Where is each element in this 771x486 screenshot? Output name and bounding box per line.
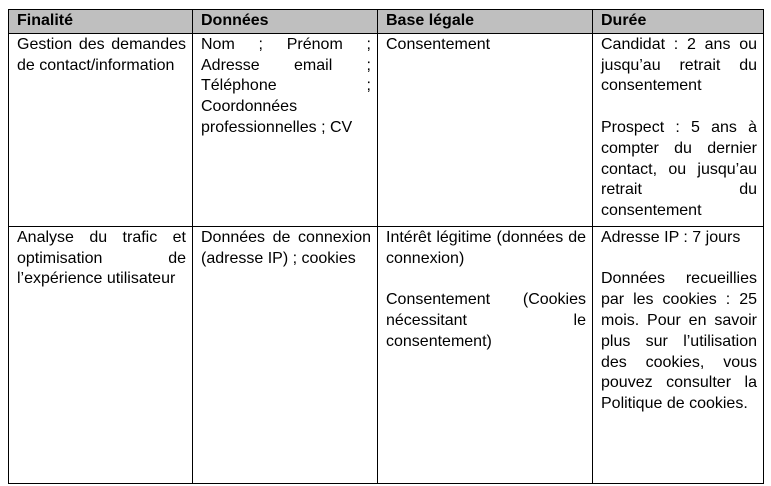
cell-finalite: Analyse du trafic et optimisation de l’expérience utilisateur <box>9 226 193 483</box>
table-row <box>9 226 764 483</box>
base-legale-paragraph: Consentement <box>386 35 491 53</box>
cell-base-legale <box>378 226 593 483</box>
cell-finalite: Gestion des demandes de contact/information <box>9 33 193 226</box>
header-donnees: Données <box>193 10 378 34</box>
cell-base-legale <box>378 33 593 226</box>
data-processing-table <box>8 9 764 484</box>
base-legale-paragraph: Intérêt légitime (données de connexion) <box>386 228 586 267</box>
header-finalite: Finalité <box>9 10 193 34</box>
cell-donnees: Données de connexion (adresse IP) ; cookies <box>193 226 378 483</box>
table-row <box>9 33 764 226</box>
cell-duree <box>593 226 764 483</box>
cell-donnees: Nom ; Prénom ; Adresse email ; Téléphone ; Coordonnées professionnelles ; CV <box>193 33 378 226</box>
header-duree: Durée <box>593 10 764 34</box>
header-base-legale: Base légale <box>378 10 593 34</box>
table-header-row <box>9 10 764 34</box>
cell-duree <box>593 33 764 226</box>
duree-paragraph: Prospect : 5 ans à compter du dernier contact, ou jusqu’au retrait du consentement <box>601 118 757 220</box>
duree-paragraph: Adresse IP : 7 jours <box>601 228 741 246</box>
duree-paragraph: Candidat : 2 ans ou jusqu’au retrait du consentement <box>601 35 757 95</box>
base-legale-paragraph: Consentement (Cookies nécessitant le consentement) <box>386 291 586 350</box>
duree-paragraph: Données recueillies par les cookies : 25 mois. Pour en savoir plus sur l’utilisation des cookies, vous pouvez consulter la Politique de cookies. <box>601 270 757 413</box>
